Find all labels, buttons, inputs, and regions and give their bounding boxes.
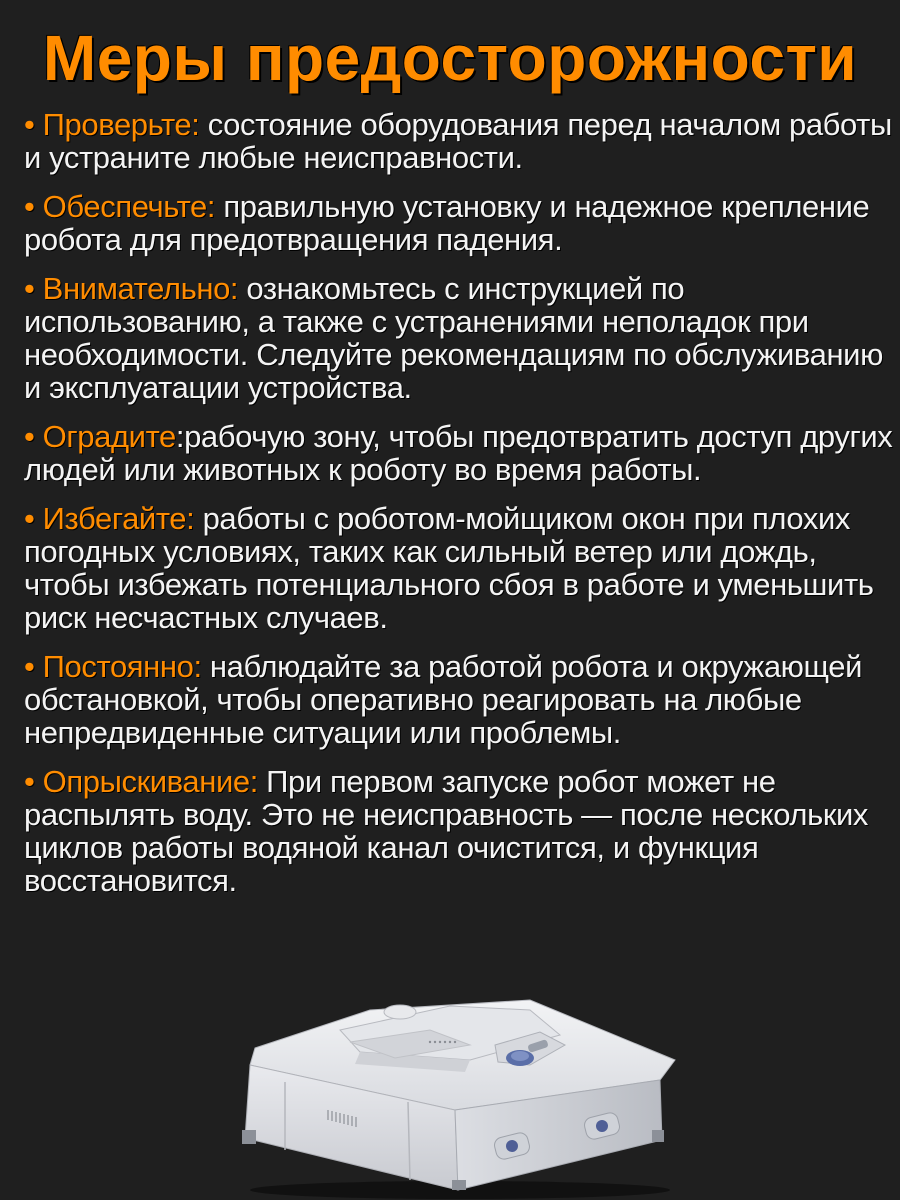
item-text: При первом запуске робот может не распылять воду. Это не неисправность — после нескольких циклов работы водяной канал очистится, и функция восстановится. [24, 764, 869, 898]
window-cleaning-robot-image [230, 990, 680, 1200]
list-item [24, 272, 894, 404]
item-lead: Проверьте: [42, 107, 200, 142]
list-item [24, 190, 894, 256]
bullet-icon: • [24, 764, 35, 799]
item-text: наблюдайте за работой робота и окружающей обстановкой, чтобы оперативно реагировать на любые непредвиденные ситуации или проблемы. [24, 649, 863, 750]
item-text: состояние оборудования перед началом работы и устраните любые неисправности. [24, 107, 892, 175]
item-lead: Избегайте: [42, 501, 195, 536]
item-text: ознакомьтесь с инструкцией по использованию, а также с устранениями неполадок при необходимости. Следуйте рекомендациям по обслуживанию и эксплуатации устройства. [24, 271, 883, 405]
bullet-icon: • [24, 419, 35, 454]
item-text: правильную установку и надежное крепление робота для предотвращения падения. [24, 189, 870, 257]
item-lead: Оградите [42, 419, 176, 454]
bullet-icon: • [24, 271, 35, 306]
bullet-icon: • [24, 501, 35, 536]
item-lead: Обеспечьте: [42, 189, 216, 224]
bullet-icon: • [24, 649, 35, 684]
item-lead: Постоянно: [42, 649, 202, 684]
item-lead: Внимательно: [42, 271, 239, 306]
list-item [24, 502, 894, 634]
bullet-icon: • [24, 189, 35, 224]
bullet-icon: • [24, 107, 35, 142]
precautions-list [24, 108, 894, 913]
list-item [24, 420, 894, 486]
item-lead: Опрыскивание: [42, 764, 258, 799]
page-title: Меры предосторожности [42, 22, 858, 94]
list-item [24, 650, 894, 749]
list-item [24, 108, 894, 174]
item-text: :рабочую зону, чтобы предотвратить доступ других людей или животных к роботу во время работы. [24, 419, 893, 487]
list-item [24, 765, 894, 897]
item-text: работы с роботом-мойщиком окон при плохих погодных условиях, таких как сильный ветер или дождь, чтобы избежать потенциального сбоя в работе и уменьшить риск несчастных случаев. [24, 501, 874, 635]
